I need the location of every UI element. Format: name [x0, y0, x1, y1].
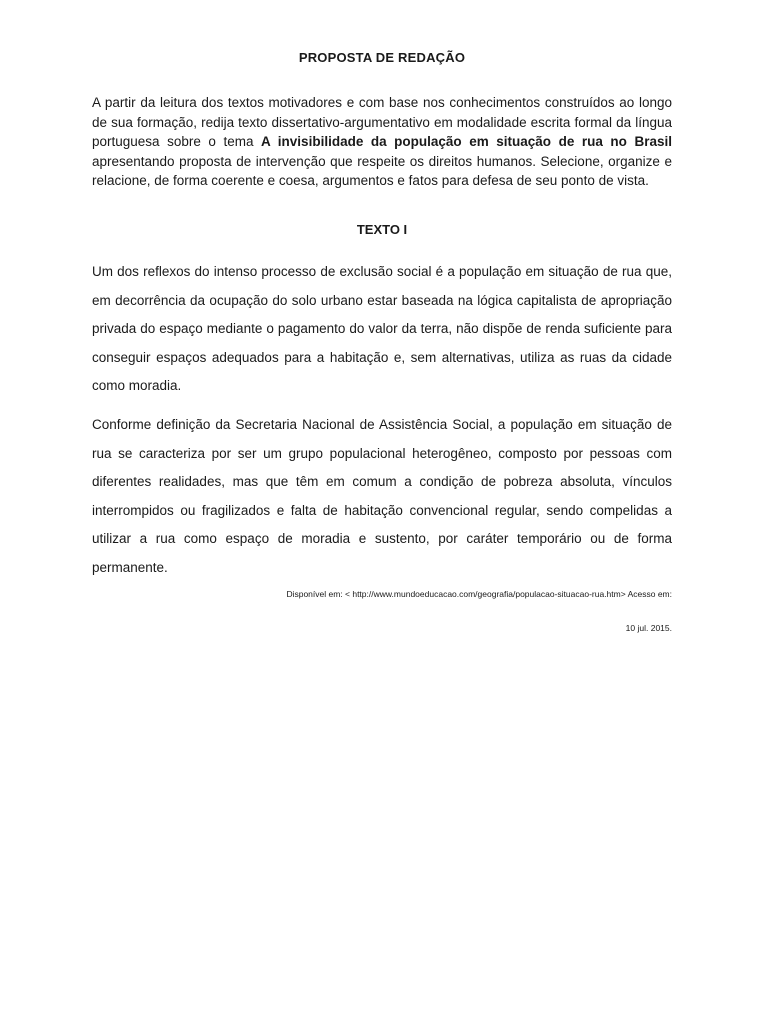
- source-suffix: > Acesso em:: [620, 589, 672, 599]
- source-date: 10 jul. 2015.: [625, 623, 672, 633]
- page-title: PROPOSTA DE REDAÇÃO: [298, 50, 466, 65]
- proposal-outro: apresentando proposta de intervenção que respeite os direitos humanos. Selecione, organize e relacione, de forma coerente e coesa, argumentos e fatos para defesa de seu ponto de vista.: [92, 153, 672, 188]
- source-prefix: Disponível em: <: [286, 589, 353, 599]
- source-url: http://www.mundoeducacao.com/geografia/populacao-situacao-rua.htm: [352, 589, 621, 599]
- proposal-text: [92, 93, 672, 191]
- proposal-theme: A invisibilidade da população em situação de rua no Brasil: [261, 134, 672, 149]
- source-citation: [92, 589, 672, 599]
- proposal-intro: A partir da leitura dos textos motivadores e com base nos conhecimentos construídos ao longo de sua formação, redija texto dissertativo-argumentativo em modalidade escrita formal da língua portuguesa sobre o tema: [92, 95, 672, 149]
- paragraph-2: Conforme definição da Secretaria Nacional de Assistência Social, a população em situação de rua se caracteriza por ser um grupo populacional heterogêneo, composto por pessoas com diferentes realidades, mas que têm em comum a condição de pobreza absoluta, vínculos interrompidos ou fragilizados e falta de habitação convencional regular, sendo compelidas a utilizar a rua como espaço de moradia e sustento, por caráter temporário ou de forma permanente.: [92, 417, 672, 575]
- texto-heading: TEXTO I: [356, 222, 408, 237]
- paragraph-1: Um dos reflexos do intenso processo de exclusão social é a população em situação de rua que, em decorrência da ocupação do solo urbano estar baseada na lógica capitalista de apropriação privada do espaço mediante o pagamento do valor da terra, não dispõe de renda suficiente para conseguir espaços adequados para a habitação e, sem alternativas, utiliza as ruas da cidade como moradia.: [92, 264, 672, 393]
